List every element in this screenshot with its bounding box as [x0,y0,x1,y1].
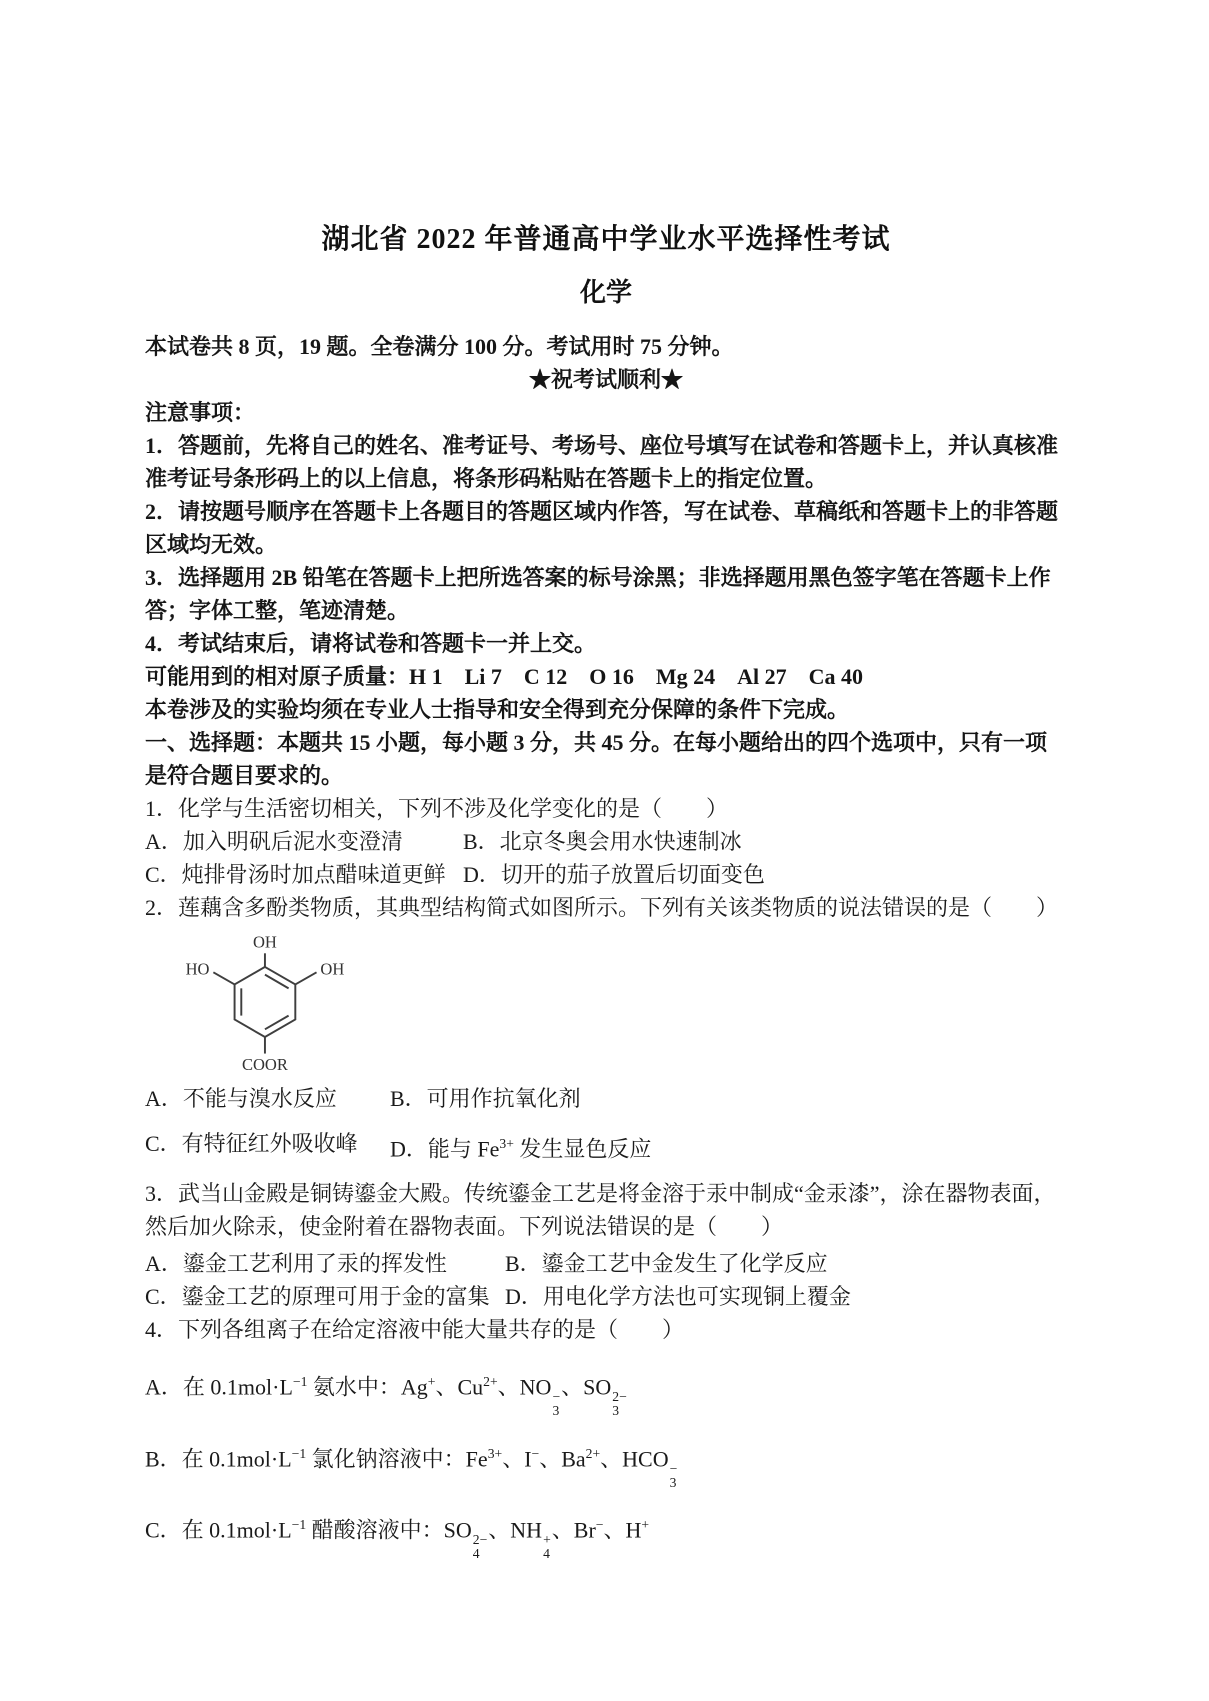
question-3-stem: 3．武当山金殿是铜铸鎏金大殿。传统鎏金工艺是将金溶于汞中制成“金汞漆”，涂在器物表面，然后加火除汞，使金附着在器物表面。下列说法错误的是（ ） [145,1181,1056,1240]
question-1-option-a: A．加入明矾后泥水变澄清 [145,829,403,854]
notice-item-2: 2．请按题号顺序在答题卡上各题目的答题区域内作答，写在试卷、草稿纸和答题卡上的非答题区域均无效。 [145,499,1059,557]
question-2-stem: 2．莲藕含多酚类物质，其典型结构简式如图所示。下列有关该类物质的说法错误的是（ ） [145,895,1059,920]
exam-wish-line: ★祝考试顺利★ [528,367,683,392]
question-4-option-a: A．在 $0.1mol\cdot L^{-1}$ 氨水中：Ag+、$Cu^{2+}$、NO − 3 、SO 2− 3 [145,1374,627,1419]
notice-item-3: 3．选择题用 2B 铅笔在答题卡上把所选答案的标号涂黑；非选择题用黑色签字笔在答题卡上作答；字体工整，笔迹清楚。 [145,565,1051,623]
question-2-option-d: D．能与 $Fe^{3+}$ 发生显色反应 [390,1136,652,1162]
structure-label-oh-top: OH [253,932,277,952]
question-3-option-d: D．用电化学方法也可实现铜上覆金 [505,1284,851,1310]
question-2-option-a: A．不能与溴水反应 [145,1086,337,1111]
atomic-mass-line: 可能用到的相对原子质量：H 1 Li 7 C 12 O 16 Mg 24 Al 27 Ca 40 [145,664,864,689]
question-1-stem: 1．化学与生活密切相关，下列不涉及化学变化的是（ ） [145,796,729,821]
polyphenol-structure-figure [153,928,1067,1074]
question-2-options-row-cd [145,1127,1067,1165]
question-1-option-c: C．炖排骨汤时加点醋味道更鲜 [145,862,446,887]
section-1-heading: 一、选择题：本题共 15 小题，每小题 3 分，共 45 分。在每小题给出的四个选项中，只有一项是符合题目要求的。 [145,730,1048,788]
benzene-ring-diagram [153,928,373,1074]
exam-title: 湖北省 2022 年普通高中学业水平选择性考试 [321,224,891,255]
structure-label-coor-bottom: COOR [241,1055,288,1074]
question-1-option-d: D．切开的茄子放置后切面变色 [463,862,765,887]
question-2-option-c: C．有特征红外吸收峰 [145,1131,358,1156]
question-3-option-b: B．鎏金工艺中金发生了化学反应 [505,1251,828,1277]
question-3-option-c: C．鎏金工艺的原理可用于金的富集 [145,1284,490,1310]
notice-item-1: 1．答题前，先将自己的姓名、准考证号、考场号、座位号填写在试卷和答题卡上，并认真核准准考证号条形码上的以上信息，将条形码粘贴在答题卡上的指定位置。 [145,433,1059,491]
notice-heading: 注意事项： [145,400,256,425]
question-2-options-row-ab [145,1082,1067,1115]
question-1-options-row-ab [145,825,1067,858]
notice-item-4: 4．考试结束后，请将试卷和答题卡一并上交。 [145,631,597,656]
question-2-option-b: B．可用作抗氧化剂 [390,1086,581,1111]
question-1-option-b: B．北京冬奥会用水快速制冰 [463,829,742,854]
question-1-options-row-cd [145,858,1067,891]
question-4-option-b: B．在 $0.1mol\cdot L^{-1}$ 氯化钠溶液中：$Fe^{3+}$、I−、$Ba^{2+}$、HCO − 3 [145,1445,678,1490]
question-3-options-row-cd [145,1280,1067,1313]
question-3-option-a: A．鎏金工艺利用了汞的挥发性 [145,1251,447,1277]
structure-label-oh-right: OH [320,959,345,979]
exam-subject: 化学 [579,278,632,307]
safety-note-line: 本卷涉及的实验均须在专业人士指导和安全得到充分保障的条件下完成。 [145,697,850,722]
question-4-stem: 4．下列各组离子在给定溶液中能大量共存的是（ ） [145,1317,685,1343]
question-4-option-c: C．在 $0.1mol\cdot L^{-1}$ 醋酸溶液中：SO 2− 4 、NH + 4 、Br−、H+ [145,1517,650,1561]
structure-label-ho-left: HO [185,959,210,979]
exam-info-line: 本试卷共 8 页，19 题。全卷满分 100 分。考试用时 75 分钟。 [145,334,734,359]
question-3-options-row-ab [145,1247,1067,1280]
